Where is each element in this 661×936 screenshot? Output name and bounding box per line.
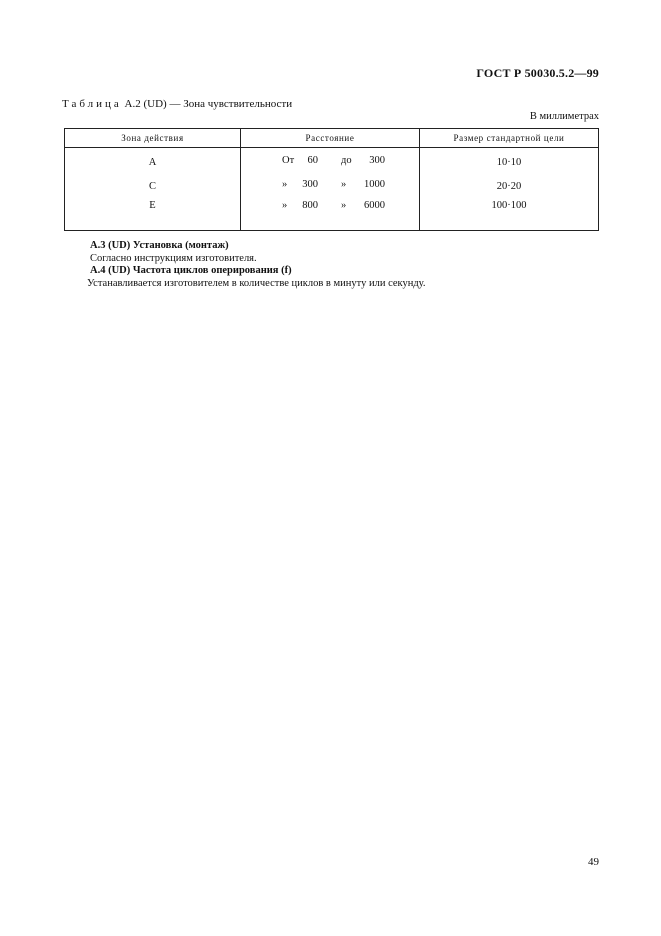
distance-prefix: » bbox=[282, 179, 288, 190]
column-header-target-size: Размер стандартной цели bbox=[420, 129, 599, 148]
section-text-operating-frequency: Устанавливается изготовителем в количестве циклов в минуту или секунду. bbox=[87, 277, 426, 289]
column-header-distance: Расстояние bbox=[241, 129, 420, 148]
distance-to: 300 bbox=[369, 155, 385, 166]
cell-target-size: 100·100 bbox=[420, 198, 599, 231]
table-caption bbox=[62, 98, 292, 110]
cell-target-size: 20·20 bbox=[420, 174, 599, 198]
distance-from: 60 bbox=[307, 155, 318, 166]
column-header-zone: Зона действия bbox=[65, 129, 241, 148]
cell-distance bbox=[241, 148, 420, 175]
sensitivity-zone-table bbox=[64, 128, 599, 231]
section-heading-installation: А.3 (UD) Установка (монтаж) bbox=[90, 240, 229, 251]
page-number: 49 bbox=[588, 856, 599, 868]
cell-distance bbox=[241, 174, 420, 198]
distance-from: 800 bbox=[302, 200, 318, 211]
cell-zone: А bbox=[65, 148, 241, 175]
table-caption-text: А.2 (UD) — Зона чувствительности bbox=[124, 98, 293, 110]
table-row bbox=[65, 174, 599, 198]
distance-connector: » bbox=[341, 179, 347, 190]
distance-prefix: От bbox=[282, 155, 295, 166]
section-text-installation: Согласно инструкциям изготовителя. bbox=[90, 252, 257, 264]
standard-code: ГОСТ Р 50030.5.2—99 bbox=[476, 66, 599, 80]
cell-zone: С bbox=[65, 174, 241, 198]
table-row bbox=[65, 148, 599, 175]
cell-target-size: 10·10 bbox=[420, 148, 599, 175]
cell-zone: Е bbox=[65, 198, 241, 231]
distance-connector: до bbox=[341, 155, 352, 166]
table-row bbox=[65, 198, 599, 231]
table-label: Таблица bbox=[62, 98, 122, 110]
table-header-row bbox=[65, 129, 599, 148]
section-heading-operating-frequency: А.4 (UD) Частота циклов оперирования (f) bbox=[90, 265, 292, 276]
distance-from: 300 bbox=[302, 179, 318, 190]
units-note: В миллиметрах bbox=[529, 111, 599, 122]
cell-distance bbox=[241, 198, 420, 231]
distance-to: 6000 bbox=[364, 200, 385, 211]
distance-to: 1000 bbox=[364, 179, 385, 190]
distance-connector: » bbox=[341, 200, 347, 211]
sections bbox=[87, 240, 426, 290]
distance-prefix: » bbox=[282, 200, 288, 211]
